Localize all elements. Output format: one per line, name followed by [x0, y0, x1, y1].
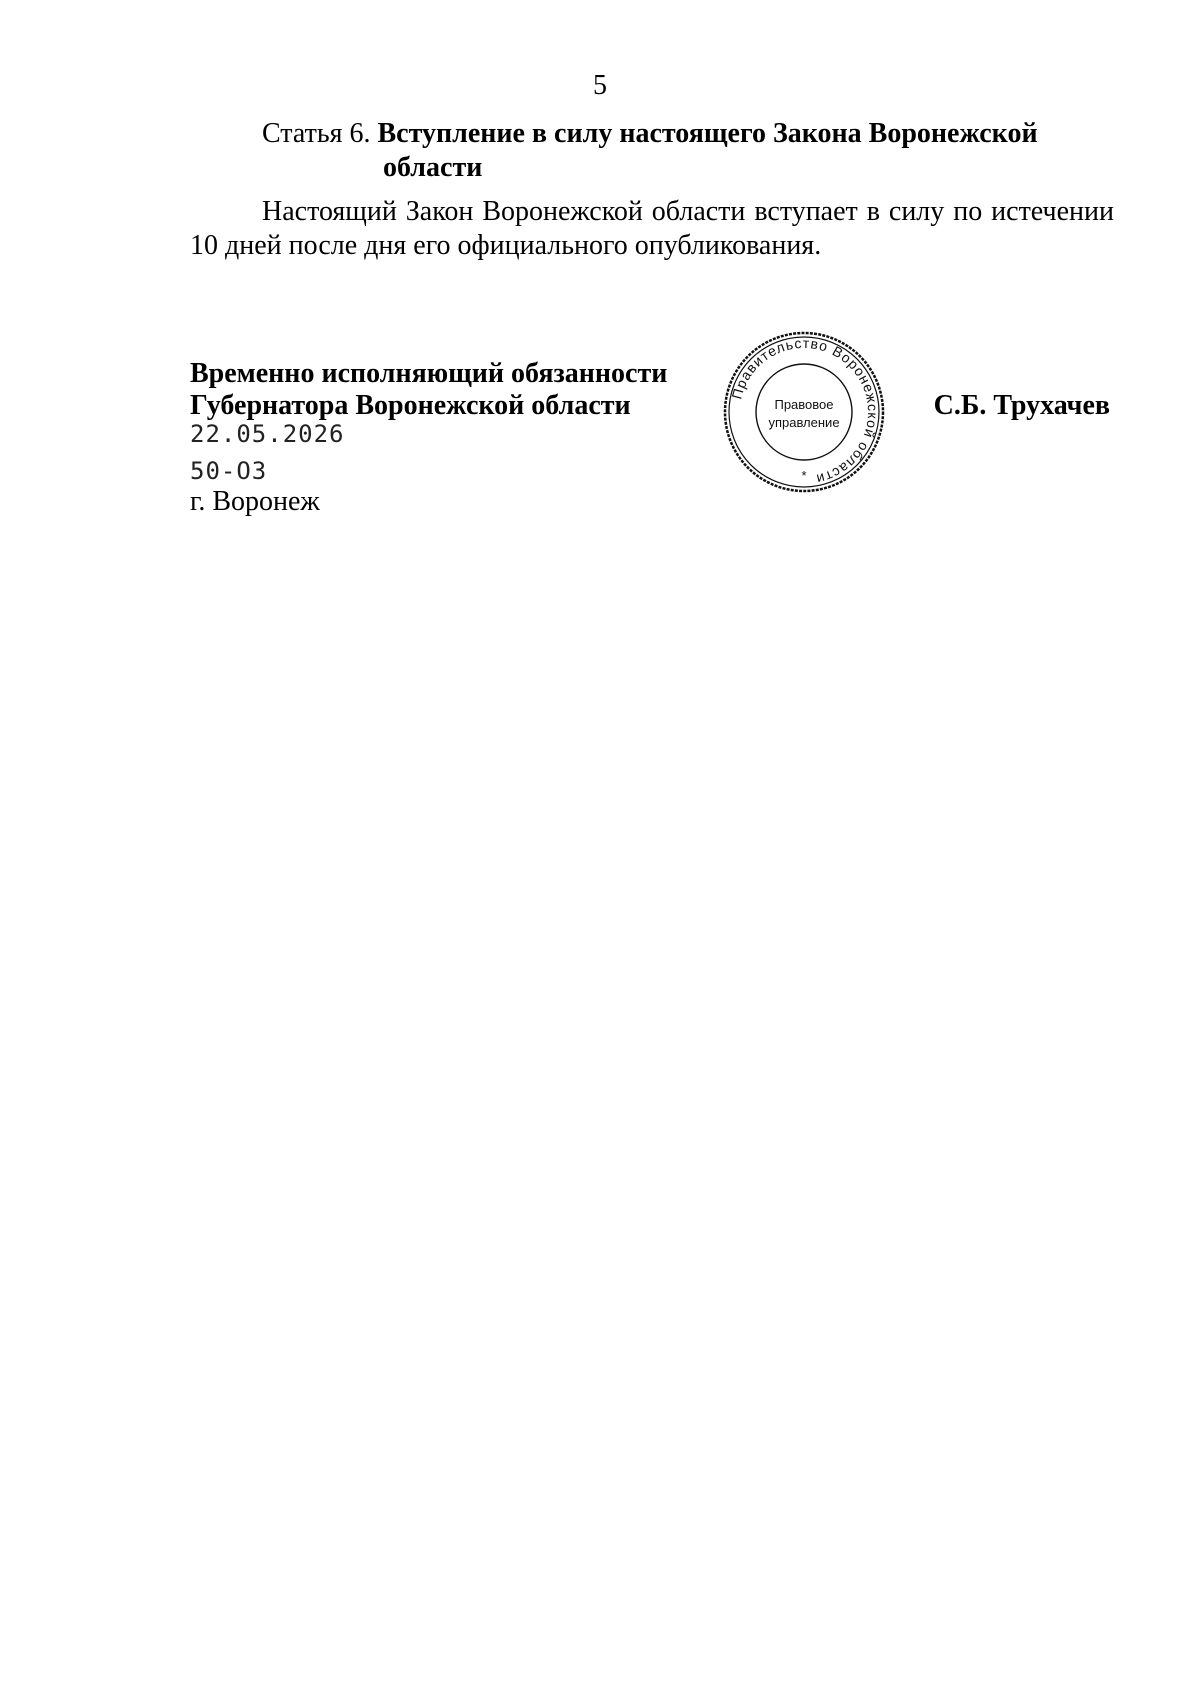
document-city: г. Воронеж	[190, 486, 320, 517]
page-number: 5	[593, 70, 607, 101]
signer-name: С.Б. Трухачев	[933, 390, 1110, 421]
document-number: 50-ОЗ	[190, 457, 268, 485]
stamp-inner-line2: управление	[768, 415, 840, 430]
document-date: 22.05.2026	[190, 420, 345, 448]
stamp-outer-text: Правительство Воронежской области	[728, 334, 882, 488]
signatory-position-line1: Временно исполняющий обязанности	[190, 358, 668, 389]
signatory-position	[190, 358, 667, 422]
article-prefix: Статья 6.	[262, 118, 371, 149]
article-title-line2: области	[383, 152, 483, 183]
stamp-star: *	[801, 468, 807, 483]
article-heading	[262, 117, 1142, 185]
signatory-position-line2: Губернатора Воронежской области	[190, 390, 631, 421]
article-title-line1: Вступление в силу настоящего Закона Воронежской	[377, 118, 1038, 149]
official-stamp	[722, 330, 886, 494]
body-paragraph: Настоящий Закон Воронежской области вступает в силу по истечении 10 дней после дня его официального опубликования.	[190, 196, 1114, 261]
stamp-inner-line1: Правовое	[774, 397, 834, 412]
